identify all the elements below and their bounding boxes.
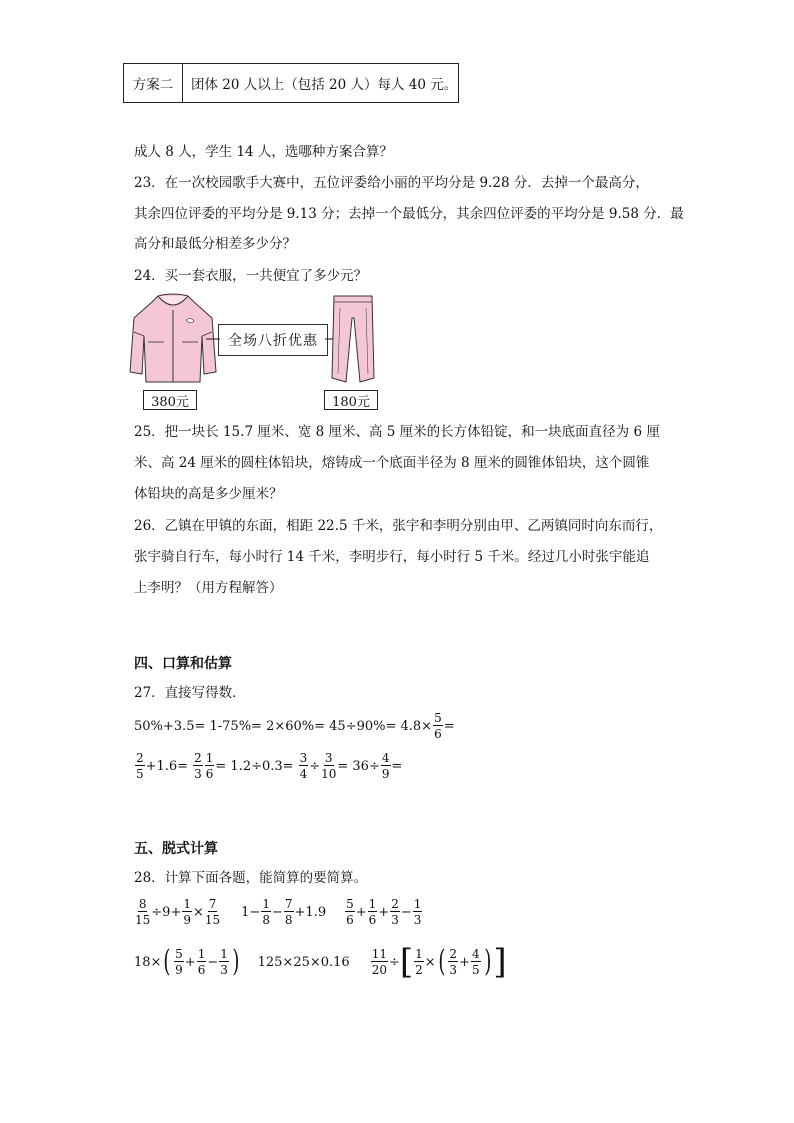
- fraction-2-3: $\frac{2}{3}$: [194, 751, 202, 781]
- expression-5: 125×25×0.16: [257, 954, 350, 970]
- plan-content: 团体 20 人以上（包括 20 人）每人 40 元。: [191, 77, 458, 93]
- question-27-text: 27．直接写得数．: [134, 685, 246, 701]
- question-25-line3: 体铅块的高是多少厘米？: [134, 486, 283, 502]
- oral-div36-text: = 36÷: [337, 758, 380, 774]
- fraction-3-4: $\frac{3}{4}$: [299, 751, 308, 781]
- question-26-line3: 上李明？（用方程解答）: [134, 580, 283, 596]
- question-28-text: 28．计算下面各题，能简算的要简算。: [134, 870, 368, 886]
- question-23-line2: 其余四位评委的平均分是 9.13 分；去掉一个最低分，其余四位评委的平均分是 9.58 分．最: [134, 206, 684, 222]
- calc-row-2: [134, 942, 507, 982]
- expression-2: 1− $\frac{1}{8}$ − $\frac{7}{8}$ +1.9: [241, 897, 327, 927]
- jacket-image: [128, 292, 218, 388]
- oral-row-1: [134, 712, 455, 740]
- section-4-heading: 四、口算和估算: [134, 656, 232, 672]
- sign-connector-left: [206, 336, 220, 342]
- question-23-line1: 23．在一次校园歌手大赛中，五位评委给小丽的平均分是 9.28 分．去掉一个最高分，: [134, 175, 649, 191]
- fraction-5-6: $\frac{5}{6}$: [434, 711, 442, 741]
- sale-sign: 全场八折优惠: [218, 324, 328, 356]
- question-22-text: 成人 8 人，学生 14 人，选哪种方案合算？: [134, 144, 393, 160]
- jacket-price-tag: 380元: [143, 390, 197, 410]
- pants-image: [330, 294, 376, 388]
- question-26-line1: 26．乙镇在甲镇的东面，相距 22.5 千米，张宇和李明分别由甲、乙两镇同时向东而行，: [134, 518, 663, 534]
- expression-4: 18× ( $\frac{5}{9}$ + $\frac{1}{6}$ − $\frac{1}{3}$ ): [134, 944, 240, 979]
- oral-row-2: [134, 752, 402, 780]
- divide-sign: ÷: [309, 758, 321, 774]
- fraction-2-5: $\frac{2}{5}$: [136, 751, 144, 781]
- question-23-line3: 高分和最低分相差多少分？: [134, 236, 296, 252]
- plus-1-6: +1.6=: [145, 758, 189, 774]
- oral-mid-text: = 1.2÷0.3=: [215, 758, 294, 774]
- calc-row-1: [134, 898, 423, 926]
- question-26-line2: 张宇骑自行车，每小时行 14 千米，李明步行，每小时行 5 千米。经过几小时张宇能追: [134, 549, 650, 565]
- expression-6: $\frac{11}{20}$ ÷ [ $\frac{1}{2}$ × ( $\frac{2}{3}$ + $\frac{4}{5}$ ) ]: [371, 942, 507, 982]
- equals-sign: =: [391, 758, 403, 774]
- fraction-3-10: $\frac{3}{10}$: [321, 751, 337, 781]
- question-24-text: 24．买一套衣服，一共便宜了多少元？: [134, 268, 368, 284]
- expression-3: $\frac{5}{6}$ + $\frac{1}{6}$ + $\frac{2}{3}$ − $\frac{1}{3}$: [346, 897, 422, 927]
- question-25-line2: 米、高 24 厘米的圆柱体铅块，熔铸成一个底面半径为 8 厘米的圆锥体铅块，这个圆锥: [134, 455, 650, 471]
- question-25-line1: 25．把一块长 15.7 厘米、宽 8 厘米、高 5 厘米的长方体铅锭，和一块底面直径为 6 厘: [134, 424, 660, 440]
- pants-price-tag: 180元: [324, 390, 378, 410]
- plan-table: [123, 63, 459, 103]
- equals-sign: =: [443, 718, 455, 734]
- section-5-heading: 五、脱式计算: [134, 841, 218, 857]
- fraction-1-6: $\frac{1}{6}$: [205, 751, 214, 781]
- plan-label: 方案二: [124, 64, 183, 102]
- expression-1: $\frac{8}{15}$ ÷9+ $\frac{1}{9}$ × $\frac{7}{15}$: [135, 897, 221, 927]
- oral-row1-text: 50%+3.5= 1-75%= 2×60%= 45÷90%= 4.8×: [134, 718, 433, 734]
- fraction-4-9: $\frac{4}{9}$: [381, 751, 390, 781]
